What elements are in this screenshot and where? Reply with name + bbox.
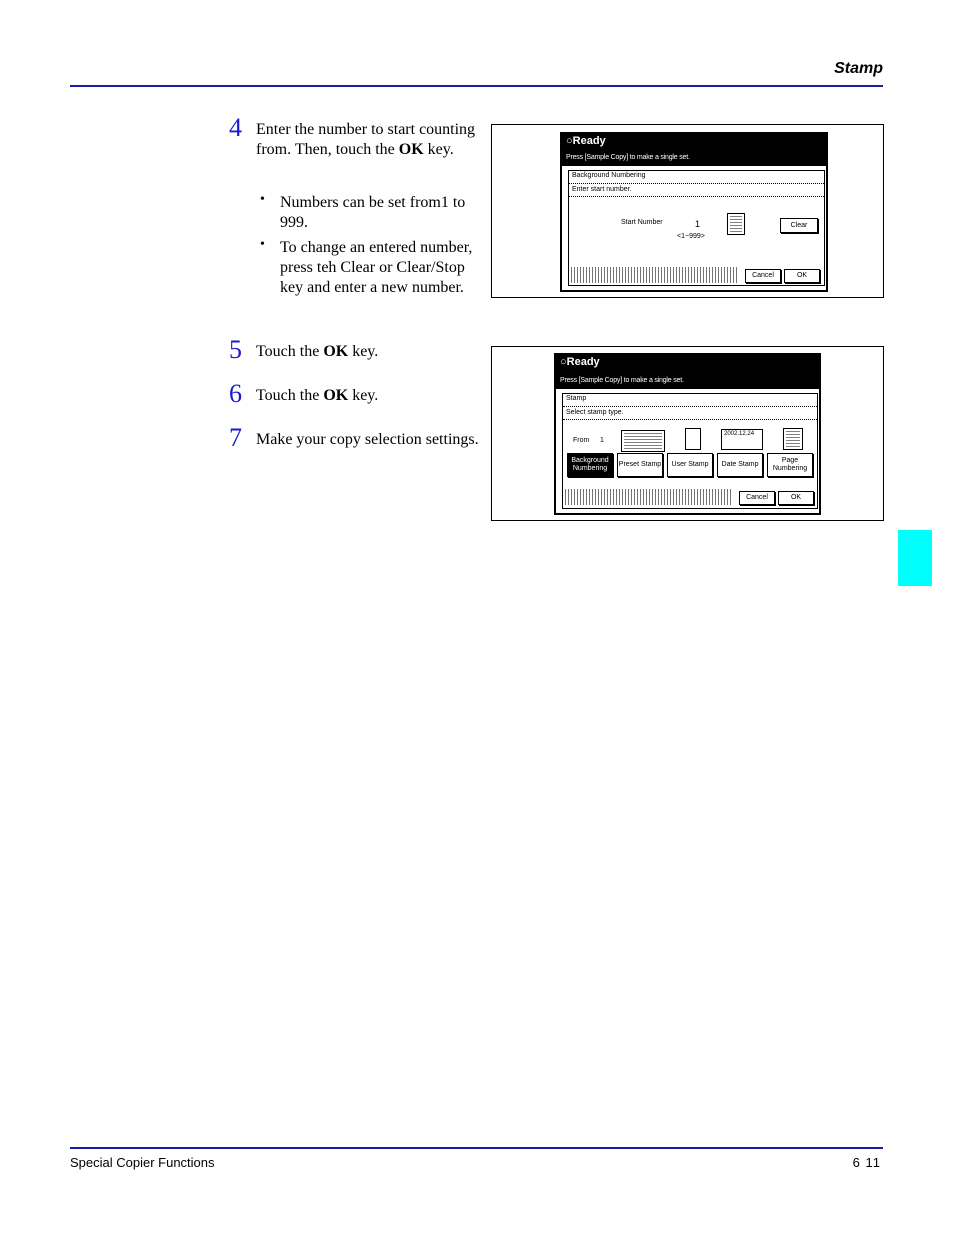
- prompt-text: Select stamp type.: [566, 409, 624, 416]
- ready-label: Ready: [566, 356, 600, 368]
- step-6-number: 6: [229, 379, 242, 408]
- date-stamp-button[interactable]: Date Stamp: [717, 453, 763, 477]
- chapter-tab: [898, 530, 932, 586]
- start-number-label: Start Number: [621, 219, 663, 226]
- screenshot-frame-1: [491, 124, 884, 298]
- page-number: 6 11: [852, 1155, 881, 1170]
- circle-icon: ○: [566, 135, 573, 147]
- ok-button[interactable]: OK: [778, 491, 814, 505]
- step-4-number: 4: [229, 113, 242, 142]
- page-icon: [685, 428, 701, 450]
- date-sample: 2002.12.24: [724, 431, 755, 437]
- page-numbering-icon: [783, 428, 803, 450]
- footer-rule: [70, 1147, 883, 1149]
- step-6-text-b: key.: [348, 387, 379, 404]
- from-label: From: [573, 437, 590, 444]
- background-numbering-icon: [621, 430, 665, 452]
- panel-title: Stamp: [566, 395, 587, 402]
- numbering-panel: [568, 170, 825, 286]
- step-5-text-b: key.: [348, 343, 379, 360]
- divider: [569, 183, 824, 184]
- step-6-text-a: Touch the: [256, 387, 324, 404]
- date-stamp-icon: [721, 429, 763, 450]
- step-7-number: 7: [229, 423, 242, 452]
- step-4-text: [256, 120, 481, 160]
- ready-status: [560, 356, 600, 368]
- cancel-button[interactable]: Cancel: [739, 491, 775, 505]
- ready-status: [566, 135, 606, 147]
- step-5-text: [256, 342, 481, 362]
- page-header-title: Stamp: [834, 60, 883, 77]
- background-numbering-button[interactable]: Background Numbering: [567, 453, 613, 477]
- status-bar: [562, 134, 826, 166]
- touch-panel-screen-1: [560, 132, 828, 292]
- step-7-text: Make your copy selection settings.: [256, 431, 479, 448]
- bullet-icon: •: [260, 192, 265, 207]
- from-value: 1: [600, 437, 604, 444]
- divider: [563, 406, 817, 407]
- step-5-text-a: Touch the: [256, 343, 324, 360]
- step-4-ok: OK: [398, 141, 424, 158]
- stamp-panel: [562, 393, 818, 509]
- bullet-icon: •: [260, 237, 265, 252]
- header-rule: [70, 85, 883, 87]
- range-hint: <1~999>: [677, 233, 705, 240]
- page-numbering-button[interactable]: Page Numbering: [767, 453, 813, 477]
- step-6-ok: OK: [323, 387, 349, 404]
- step-5-number: 5: [229, 335, 242, 364]
- step-6-text: [256, 386, 481, 406]
- panel-title: Background Numbering: [572, 172, 646, 179]
- step-5-ok: OK: [323, 343, 349, 360]
- clear-button[interactable]: Clear: [780, 218, 818, 233]
- status-message: Press [Sample Copy] to make a single set.: [566, 154, 690, 161]
- circle-icon: ○: [560, 356, 567, 368]
- ok-button[interactable]: OK: [784, 269, 820, 283]
- status-message: Press [Sample Copy] to make a single set.: [560, 377, 684, 384]
- footer-section-title: Special Copier Functions: [70, 1155, 215, 1170]
- status-bar: [556, 355, 819, 389]
- bullet-1-text: Numbers can be set from1 to 999.: [280, 194, 466, 231]
- prompt-text: Enter start number.: [572, 186, 632, 193]
- user-stamp-button[interactable]: User Stamp: [667, 453, 713, 477]
- ready-label: Ready: [572, 135, 606, 147]
- bullet-2-text: To change an entered number, press teh Clear or Clear/Stop key and enter a new number.: [280, 239, 473, 296]
- numbered-pages-icon: [727, 213, 745, 235]
- hatch-pattern: [571, 267, 739, 283]
- hatch-pattern: [565, 489, 733, 505]
- preset-stamp-button[interactable]: Preset Stamp: [617, 453, 663, 477]
- cancel-button[interactable]: Cancel: [745, 269, 781, 283]
- divider: [563, 419, 817, 420]
- screenshot-frame-2: [491, 346, 884, 521]
- start-number-value[interactable]: 1: [695, 219, 701, 229]
- touch-panel-screen-2: [554, 353, 821, 515]
- divider: [569, 196, 824, 197]
- step-4-text-a: Enter the number to start counting from. Then, touch the: [256, 121, 476, 158]
- step-4-text-b: key.: [423, 141, 454, 158]
